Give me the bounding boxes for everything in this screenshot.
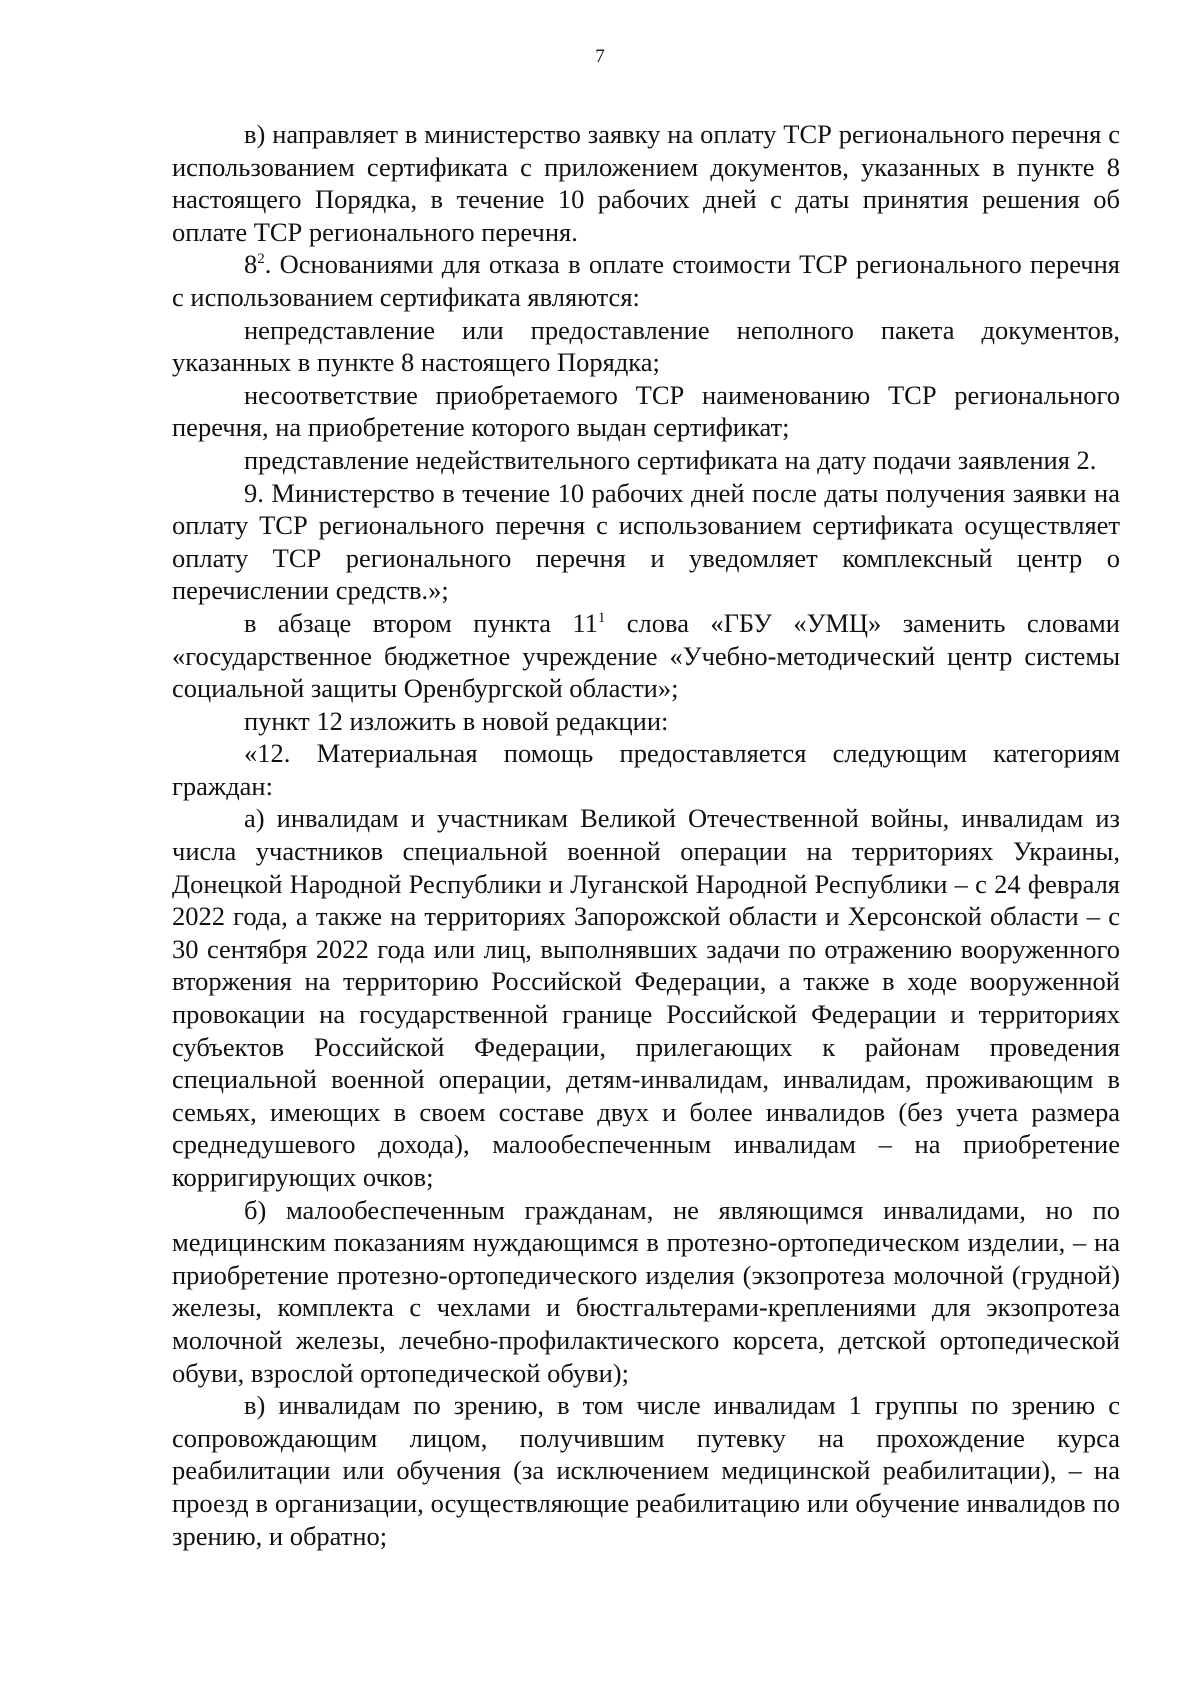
paragraph-v-application: в) направляет в министерство заявку на оплату ТСР регионального перечня с использованием сертификата с приложением документов, указанных в пункте 8 настоящего Порядка, в течение 10 рабочих дней с даты принятия решения об оплате ТСР регионального перечня. bbox=[172, 119, 1120, 247]
paragraph-a-glasses: а) инвалидам и участникам Великой Отечественной войны, инвалидам из числа участников специальной военной операции на территориях Украины, Донецкой Народной Республики и Луганской Народной Республики – с 24 февраля 2022 года, а также на территориях Запорожской области и Херсонской области – с 30 сентября 2022 года или лиц, выполнявших задачи по отражению вооруженного вторжения на территорию Российской Федерации, а также в ходе вооруженной провокации на государственной границе Российской Федерации и территориях субъектов Российской Федерации, прилегающих к районам проведения специальной военной операции, детям-инвалидам, инвалидам, проживающим в семьях, имеющих в своем составе двух и более инвалидов (без учета размера среднедушевого дохода), малообеспеченным инвалидам – на приобретение корригирующих очков; bbox=[172, 803, 1120, 1192]
paragraph-v-vision: в) инвалидам по зрению, в том числе инвалидам 1 группы по зрению с сопровождающим лицом, получившим путевку на прохождение курса реабилитации или обучения (за исключением медицинской реабилитации), – на проезд в организации, осуществляющие реабилитацию или обучение инвалидов по зрению, и обратно; bbox=[172, 1390, 1120, 1551]
paragraph-invalid-certificate: представление недействительного сертификата на дату подачи заявления 2. bbox=[244, 444, 1097, 475]
page-number: 7 bbox=[595, 46, 605, 67]
clause-superscript: 1 bbox=[597, 609, 606, 626]
paragraph-12-new-edition: пункт 12 изложить в новой редакции: bbox=[244, 705, 669, 736]
paragraph-12-material-aid: «12. Материальная помощь предоставляется следующим категориям граждан: bbox=[172, 738, 1120, 801]
paragraph-mismatch: несоответствие приобретаемого ТСР наименованию ТСР регионального перечня, на приобретение которого выдан сертификат; bbox=[172, 379, 1120, 443]
paragraph-11-1-replace bbox=[172, 607, 1120, 705]
paragraph-8-2-grounds bbox=[172, 248, 1120, 313]
clause-number: 8 bbox=[244, 249, 258, 280]
paragraph-incomplete-documents: непредставление или предоставление неполного пакета документов, указанных в пункте 8 настоящего Порядка; bbox=[172, 314, 1120, 378]
paragraph-b-orthopedic: б) малообеспеченным гражданам, не являющимся инвалидами, но по медицинским показаниям нуждающимся в протезно-ортопедическом изделии, – на приобретение протезно-ортопедического изделия (экзопротеза молочной (грудной) железы, комплекта с чехлами и бюстгальтерами-креплениями для экзопротеза молочной железы, лечебно-профилактического корсета, детской ортопедической обуви, взрослой ортопедической обуви); bbox=[172, 1194, 1120, 1388]
paragraph-9-payment: 9. Министерство в течение 10 рабочих дней после даты получения заявки на оплату ТСР регионального перечня с использованием сертификата осуществляет оплату ТСР регионального перечня и уведомляет комплексный центр о перечислении средств.»; bbox=[172, 477, 1120, 606]
document-body bbox=[172, 118, 1120, 1552]
clause-text: . Основаниями для отказа в оплате стоимости ТСР регионального перечня с использованием сертификата являются: bbox=[172, 249, 1120, 312]
clause-text-pre: в абзаце втором пункта 11 bbox=[244, 607, 598, 638]
clause-superscript: 2 bbox=[257, 251, 265, 268]
clause-text-post: слова «ГБУ «УМЦ» заменить словами «государственное бюджетное учреждение «Учебно-методический центр системы социальной защиты Оренбургской области»; bbox=[172, 607, 1120, 704]
